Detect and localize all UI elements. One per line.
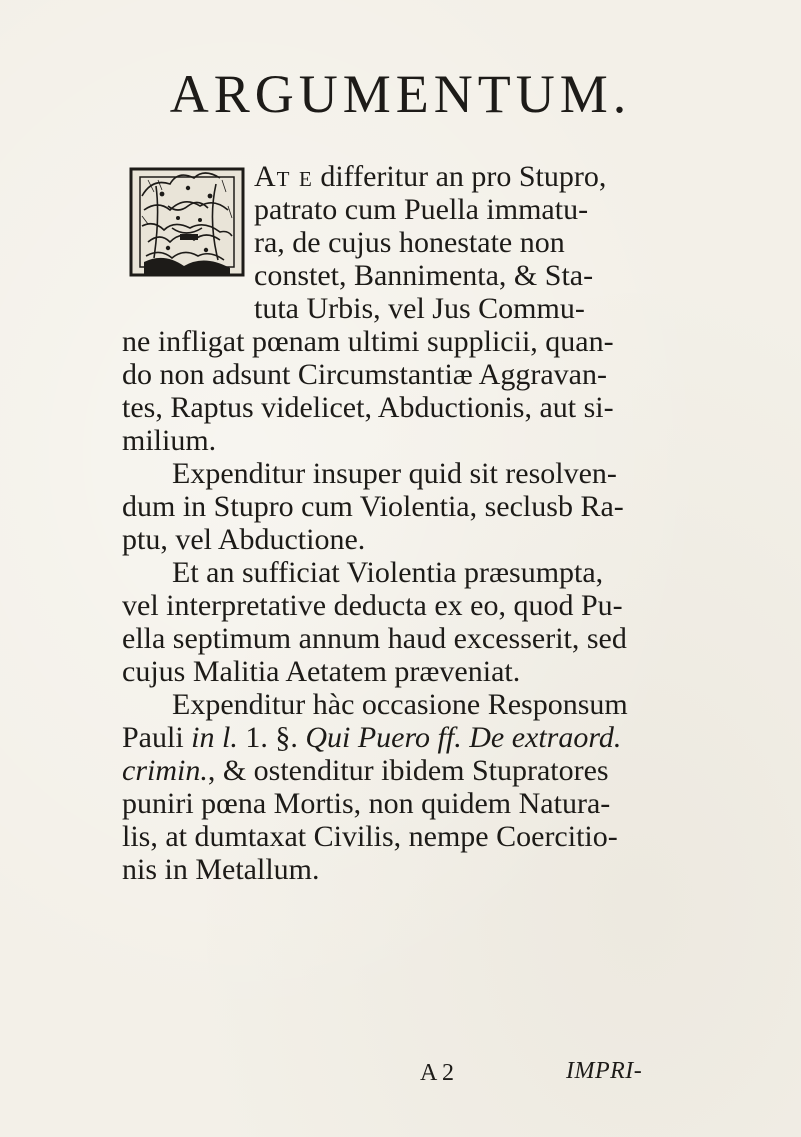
text-line: tuta Urbis, vel Jus Commu-	[254, 292, 585, 325]
page-title: ARGUMENTUM.	[169, 64, 632, 124]
text-line: do non adsunt Circumstantiæ Aggravan-	[122, 358, 607, 391]
text-line: ra, de cujus honestate non	[254, 226, 565, 259]
paragraph-start: Expenditur insuper quid sit resolven-	[172, 457, 617, 490]
initial-word: At e	[254, 160, 313, 193]
text-line: At e differitur an pro Stupro,	[254, 160, 607, 193]
paragraph-start: Et an sufficiat Violentia præsumpta,	[172, 556, 604, 589]
text-line: puniri pœna Mortis, non quidem Natura-	[122, 787, 611, 820]
text-line: lis, at dumtaxat Civilis, nempe Coercitio-	[122, 820, 618, 853]
text-line: patrato cum Puella immatu-	[254, 193, 589, 226]
signature-mark: A 2	[420, 1060, 455, 1086]
text-line: ne infligat pœnam ultimi supplicii, quan-	[122, 325, 614, 358]
citation: Qui Puero ff. De extraord.	[305, 721, 622, 754]
text-line: Pauli in l. 1. §. Qui Puero ff. De extraord.	[122, 721, 622, 754]
text-line: tes, Raptus videlicet, Abductionis, aut si-	[122, 391, 614, 424]
text-line: cujus Malitia Aetatem præveniat.	[122, 655, 521, 688]
argument-body	[122, 160, 780, 886]
text-line: ptu, vel Abductione.	[122, 523, 366, 556]
catchword: IMPRI-	[566, 1058, 643, 1084]
citation: in l.	[191, 721, 238, 754]
citation: crimin.	[122, 754, 208, 787]
text-line: nis in Metallum.	[122, 853, 320, 886]
text-line: crimin., & ostenditur ibidem Stupratores	[122, 754, 609, 787]
text-line: constet, Bannimenta, & Sta-	[254, 259, 594, 292]
page-footer	[0, 1058, 801, 1092]
text-line: dum in Stupro cum Violentia, seclusb Ra-	[122, 490, 624, 523]
text-line: vel interpretative deducta ex eo, quod Pu-	[122, 589, 623, 622]
paragraph-start: Expenditur hàc occasione Responsum	[172, 688, 628, 721]
text-line: ella septimum annum haud excesserit, sed	[122, 622, 627, 655]
text-line: milium.	[122, 424, 217, 457]
